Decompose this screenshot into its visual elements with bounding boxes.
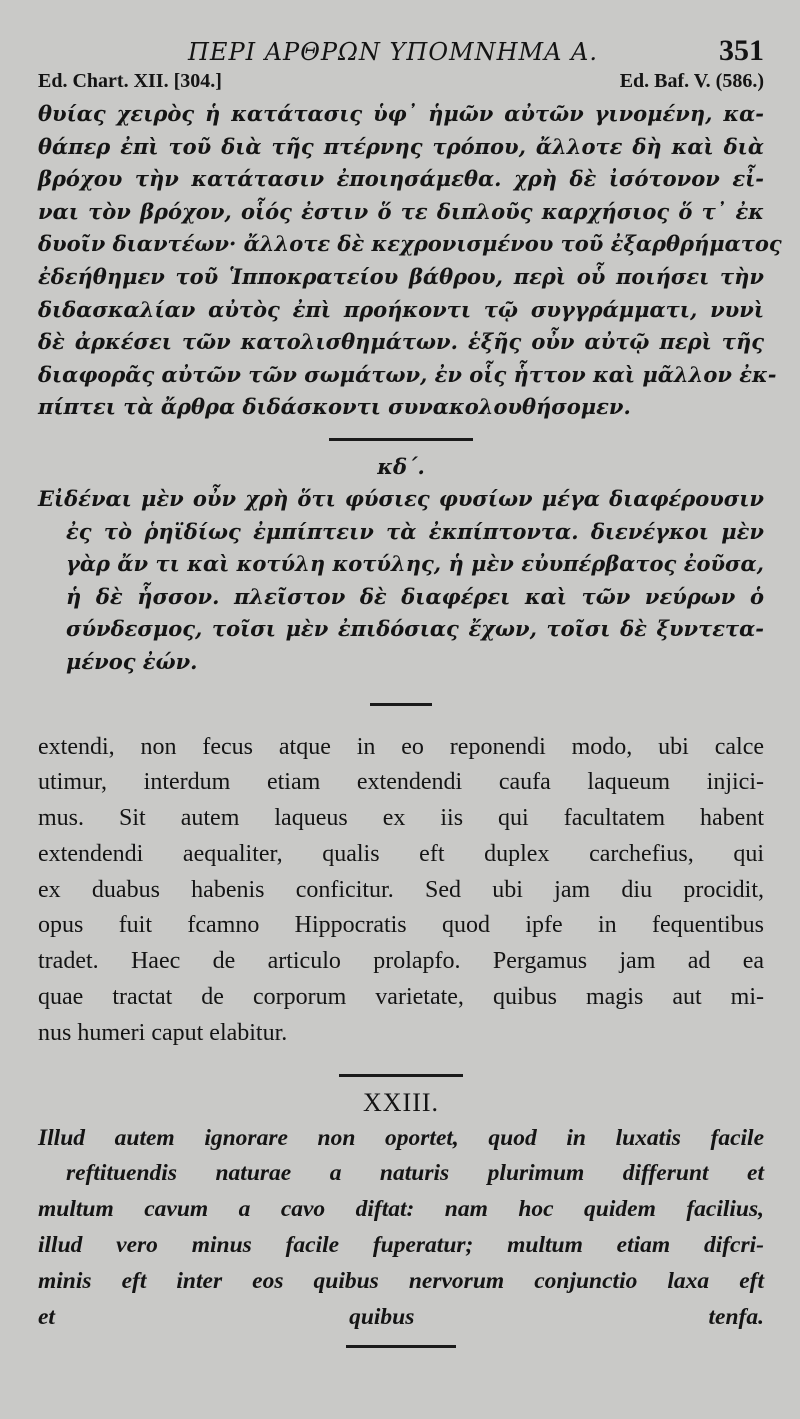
greek-commentary-line: ἐδεήθημεν τοῦ Ἱπποκρατείου βάθρου, περὶ οὗ ποιήσει τὴν: [38, 263, 764, 289]
greek-commentary-line: πίπτει τὰ ἄρθρα διδάσκοντι συνακολουθήσομεν.: [38, 394, 631, 420]
greek-commentary-line: θυίας χειρὸς ἡ κατάτασις ὑφ᾽ ἡμῶν αὐτῶν γινομένη, κα-: [38, 101, 764, 126]
greek-commentary-line: δυοῖν διαντέων· ἄλλοτε δὲ κεχρονισμένου τοῦ ἐξαρθρήματος: [38, 231, 782, 257]
greek-text: [38, 483, 764, 679]
running-title: ΠΕΡΙ ΑΡΘΡΩΝ ΥΠΟΜΝΗΜΑ Α.: [188, 38, 598, 66]
latin-text-line: minis eft inter eos quibus nervorum conjunctio laxa eft: [38, 1267, 764, 1294]
page-number: 351: [719, 34, 764, 67]
greek-commentary-line: διαφορᾶς αὐτῶν τῶν σωμάτων, ἐν οἷς ἧττον καὶ μᾶλλον ἐκ-: [38, 361, 777, 387]
latin-commentary-line: extendendi aequaliter, qualis eft duplex carchefius, qui: [38, 840, 764, 867]
greek-commentary-line: θάπερ ἐπὶ τοῦ διὰ τῆς πτέρνης τρόπου, ἄλλοτε δὴ καὶ διὰ: [38, 133, 764, 159]
section-divider: [339, 1074, 463, 1077]
latin-text-line: multum cavum a cavo diftat: nam hoc quidem facilius,: [38, 1196, 764, 1223]
running-head: [38, 26, 764, 70]
latin-section-number: XXIII.: [362, 1087, 440, 1117]
latin-commentary: [38, 730, 764, 1052]
greek-text-line: γὰρ ἄν τι καὶ κοτύλη κοτύλης, ἡ μὲν εὐυπέρβατος ἐοῦσα,: [66, 551, 764, 577]
section-divider: [346, 1345, 456, 1348]
latin-commentary-line: extendi, non fecus atque in eo reponendi modo, ubi calce: [38, 733, 764, 760]
section-divider: [370, 703, 432, 706]
latin-text-line: illud vero minus facile fuperatur; multum etiam difcri-: [38, 1232, 764, 1259]
edition-line: [38, 70, 764, 98]
latin-commentary-line: opus fuit fcamno Hippocratis quod ipfe in fequentibus: [38, 912, 764, 939]
greek-commentary-line: διδασκαλίαν αὐτὸς ἐπὶ προήκοντι τῷ συγγράμματι, νυνὶ: [38, 296, 764, 322]
latin-commentary-line: ex duabus habenis conficitur. Sed ubi jam diu procidit,: [38, 876, 764, 903]
greek-text-line: σύνδεσμος, τοῖσι μὲν ἐπιδόσιας ἔχων, τοῖσι δὲ ξυντετα-: [66, 616, 764, 642]
greek-commentary-line: ναι τὸν βρόχον, οἷός ἐστιν ὅ τε διπλοῦς καρχήσιος ὅ τ᾽ ἐκ: [38, 198, 764, 224]
latin-commentary-line: nus humeri caput elabitur.: [38, 1019, 288, 1046]
greek-section-number: κδ΄.: [377, 453, 425, 479]
section-divider: [329, 438, 473, 441]
greek-text-line: μένος ἐών.: [66, 648, 198, 674]
edition-basel: Ed. Baf. V. (586.): [619, 70, 764, 92]
edition-chartier: Ed. Chart. XII. [304.]: [38, 70, 222, 92]
latin-text-line: Illud autem ignorare non oportet, quod in luxatis facile: [38, 1124, 764, 1151]
greek-commentary: [38, 98, 782, 424]
latin-commentary-line: mus. Sit autem laqueus ex iis qui facultatem habent: [38, 805, 764, 832]
latin-commentary-line: utimur, interdum etiam extendendi caufa laqueum injici-: [38, 769, 764, 796]
greek-text-line: ἐς τὸ ῥηϊδίως ἐμπίπτειν τὰ ἐκπίπτοντα. διενέγκοι μὲν: [66, 518, 764, 544]
greek-text-line: ἡ δὲ ἧσσον. πλεῖστον δὲ διαφέρει καὶ τῶν νεύρων ὁ: [66, 583, 764, 609]
latin-commentary-line: quae tractat de corporum varietate, quibus magis aut mi-: [38, 984, 764, 1011]
greek-commentary-line: δὲ ἀρκέσει τῶν κατολισθημάτων. ἑξῆς οὖν αὐτῷ περὶ τῆς: [38, 329, 764, 355]
latin-text-line: reftituendis naturae a naturis plurimum differunt et: [66, 1160, 764, 1187]
latin-text: [38, 1121, 764, 1336]
greek-text-line: Εἰδέναι μὲν οὖν χρὴ ὅτι φύσιες φυσίων μέγα διαφέρουσιν: [38, 485, 764, 511]
latin-text-line: et quibus tenfa.: [38, 1303, 764, 1330]
greek-commentary-line: βρόχου τὴν κατάτασιν ἐποιησάμεθα. χρὴ δὲ ἰσότονον εἶ-: [38, 166, 764, 192]
latin-commentary-line: tradet. Haec de articulo prolapfo. Pergamus jam ad ea: [38, 948, 764, 975]
